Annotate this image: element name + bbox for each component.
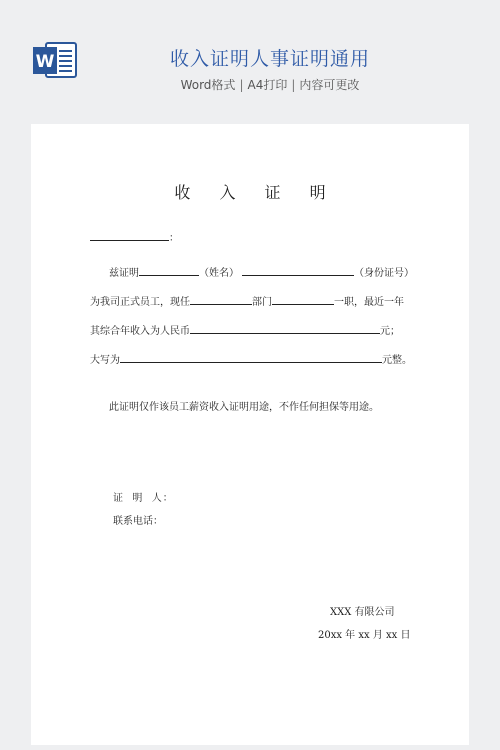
addressee-blank[interactable] [90,230,169,241]
phone-label: 联系电话： [113,516,163,527]
addressee-colon: ： [169,233,179,244]
paragraph-1 [109,266,414,281]
name-label: （姓名） [199,268,239,279]
statement: 此证明仅作该员工薪资收入证明用途，不作任何担保等用途。 [109,402,379,413]
annual-income-blank[interactable] [190,324,380,334]
p3-prefix: 其综合年收入为人民币 [90,326,190,337]
paragraph-2 [90,295,404,310]
template-title: 收入证明人事证明通用 [169,48,370,70]
department-blank[interactable] [272,295,334,305]
paragraph-4 [90,353,412,368]
p1-prefix: 兹证明 [109,268,139,279]
id-number-blank[interactable] [242,266,354,276]
format-label: Word格式 [180,78,236,92]
company-name: XXX 有限公司 [330,607,395,618]
separator: | [239,78,244,92]
document-title: 收 入 证 明 [174,183,338,202]
paragraph-3 [90,324,400,339]
name-blank[interactable] [139,266,199,276]
dept-label: 部门 [252,297,272,308]
svg-text:W: W [35,52,55,72]
separator: | [291,78,296,92]
editable-label: 内容可更改 [299,78,360,92]
document-page [31,124,469,745]
certifier-label: 证 明 人： [113,493,174,504]
issue-date: 20xx 年 xx 月 xx 日 [318,630,411,641]
p2-prefix: 为我司正式员工，现任 [90,297,190,308]
p2-suffix: 一职，最近一年 [334,297,404,308]
print-label: A4打印 [247,78,288,92]
template-subtitle [0,76,500,93]
amount-in-words-blank[interactable] [120,353,382,363]
id-label: （身份证号） [354,268,414,279]
position-blank[interactable] [190,295,252,305]
p4-suffix: 元整。 [382,355,412,366]
p3-suffix: 元； [380,326,400,337]
p4-prefix: 大写为 [90,355,120,366]
addressee-line [90,230,179,246]
